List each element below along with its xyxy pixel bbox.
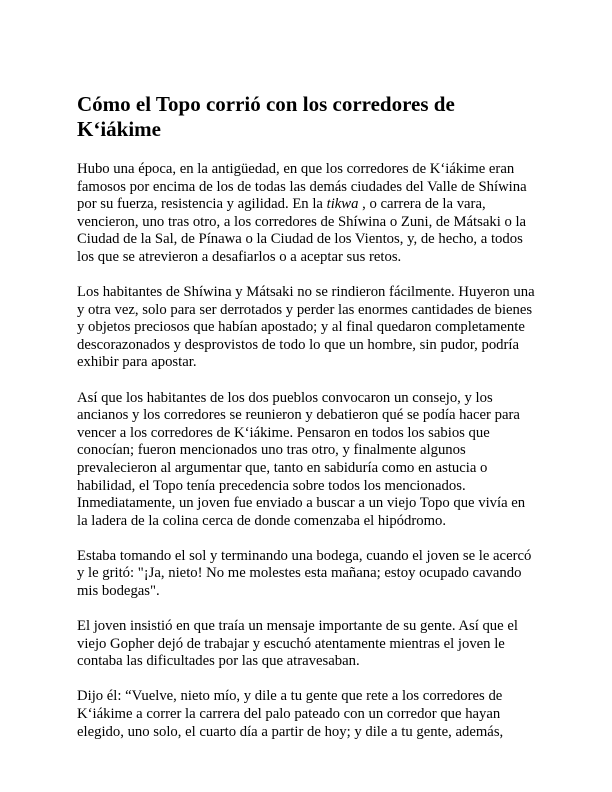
paragraph-1-emphasis: tikwa bbox=[326, 196, 359, 213]
paragraph-4: Estaba tomando el sol y terminando una bodega, cuando el joven se le acercó y le gritó: "¡Ja, nieto! No me molestes esta mañana; estoy ocupado cavando mis bodegas". bbox=[77, 547, 532, 599]
paragraph-1-text-end: , o carrera de la vara, vencieron, uno tras otro, a los corredores de Shíwina o Zuni, de Mátsaki o la Ciudad de la Sal, de Pínawa o la Ciudad de los Vientos, y, de hecho, a todos los que se atrevieron a desafiarlos o a aceptar sus retos. bbox=[77, 196, 527, 265]
paragraph-3: Así que los habitantes de los dos pueblos convocaron un consejo, y los ancianos y los corredores se reunieron y debatieron qué se podía hacer para vencer a los corredores de K‘iákime. Pensaron en todos los sabios que conocían; fueron mencionados uno tras otro, y finalmente algunos prevalecieron al argumentar que, tanto en sabiduría como en astucia o habilidad, el Topo tenía precedencia sobre todos los mencionados. Inmediatamente, un joven fue enviado a buscar a un viejo Topo que vivía en la ladera de la colina cerca de donde comenzaba el hipódromo. bbox=[77, 389, 526, 529]
paragraph-1-text-start: Hubo una época, en la antigüedad, en que los corredores de K‘iákime eran famosos por encima de los de todas las demás ciudades del Valle de Shíwina por su fuerza, resistencia y agilidad. En la bbox=[77, 161, 527, 213]
paragraph-1 bbox=[77, 161, 539, 267]
paragraph-5: El joven insistió en que traía un mensaje importante de su gente. Así que el viejo Gopher dejó de trabajar y escuchó atentamente mientras el joven le contaba las dificultades por las que atravesaban. bbox=[77, 618, 518, 670]
document-page bbox=[77, 92, 539, 741]
paragraph-6: Dijo él: “Vuelve, nieto mío, y dile a tu gente que rete a los corredores de K‘iákime a correr la carrera del palo pateado con un corredor que hayan elegido, uno solo, el cuarto día a partir de hoy; y dile a tu gente, además, bbox=[77, 688, 504, 740]
paragraph-2: Los habitantes de Shíwina y Mátsaki no se rindieron fácilmente. Huyeron una y otra vez, solo para ser derrotados y perder las enormes cantidades de bienes y objetos preciosos que habían apostado; y al final quedaron completamente descorazonados y desprovistos de todo lo que un hombre, sin pudor, podría exhibir para apostar. bbox=[77, 284, 535, 371]
document-title: Cómo el Topo corrió con los corredores de K‘iákime bbox=[77, 92, 455, 141]
